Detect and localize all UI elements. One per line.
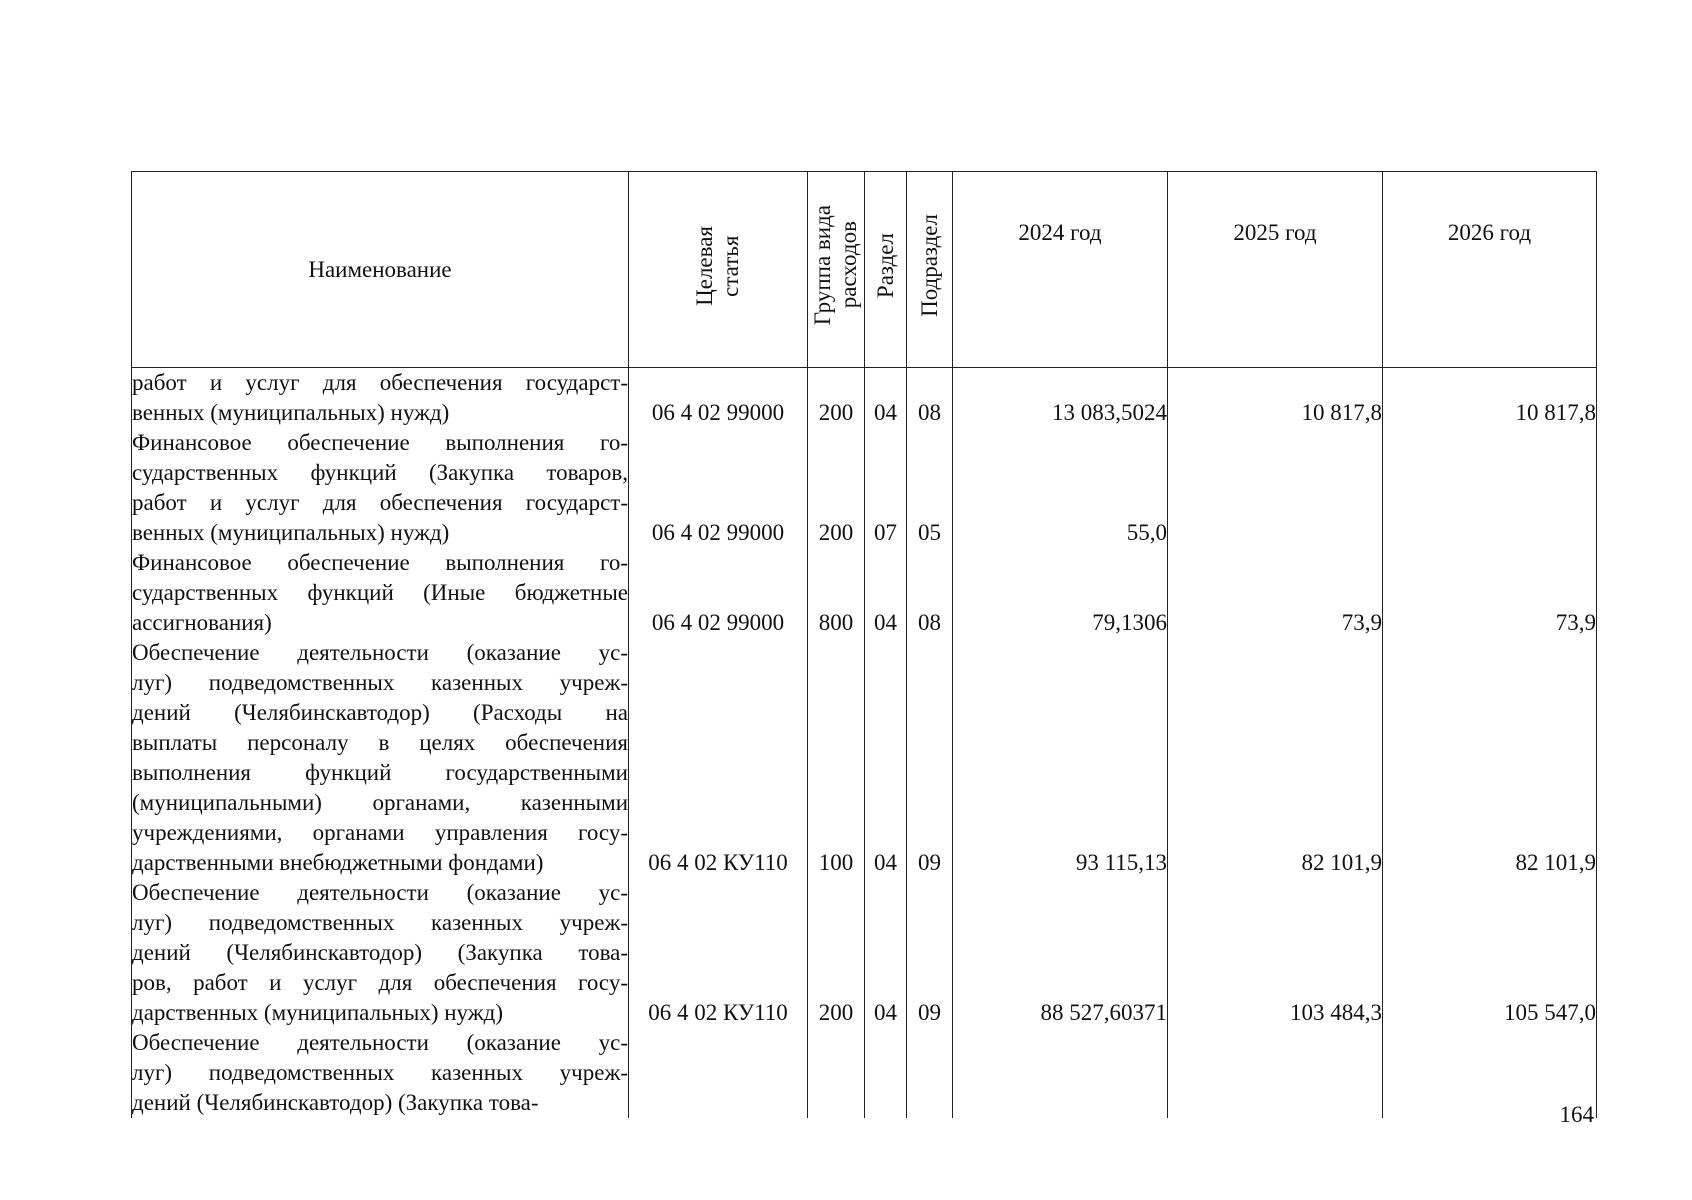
row-expense-group: 100 bbox=[808, 638, 865, 878]
table-body bbox=[132, 368, 1597, 1119]
row-name-line: ров, работ и услуг для обеспечения госу- bbox=[132, 970, 628, 995]
row-name-line: луг) подведомственных казенных учреж- bbox=[132, 910, 628, 935]
row-section: 07 bbox=[865, 428, 907, 548]
row-name bbox=[132, 368, 629, 429]
header-2025: 2025 год bbox=[1168, 172, 1383, 368]
row-name-line: луг) подведомственных казенных учреж- bbox=[132, 1060, 628, 1085]
row-name-line: работ и услуг для обеспечения государст- bbox=[132, 370, 628, 395]
row-subsection: 08 bbox=[907, 368, 953, 429]
header-row bbox=[132, 172, 1597, 368]
row-target-article: 06 4 02 КУ110 bbox=[629, 878, 808, 1028]
row-amount-2026: 10 817,8 bbox=[1383, 368, 1597, 429]
row-amount-2024: 93 115,13 bbox=[953, 638, 1168, 878]
row-name-line: сударственных функций (Иные бюджетные bbox=[132, 580, 628, 605]
row-amount-2025: 82 101,9 bbox=[1168, 638, 1383, 878]
row-name-line: (муниципальными) органами, казенными bbox=[132, 790, 628, 815]
row-amount-2026: 105 547,0 bbox=[1383, 878, 1597, 1028]
table-row bbox=[132, 878, 1597, 1028]
header-2024: 2024 год bbox=[953, 172, 1168, 368]
row-section: 04 bbox=[865, 368, 907, 429]
row-name-line: дений (Челябинскавтодор) (Расходы на bbox=[132, 700, 628, 725]
row-name-line: сударственных функций (Закупка товаров, bbox=[132, 460, 628, 485]
row-name-line: Финансовое обеспечение выполнения го- bbox=[132, 550, 628, 575]
header-name: Наименование bbox=[132, 172, 629, 368]
row-name-line: дений (Челябинскавтодор) (Закупка това- bbox=[132, 940, 628, 965]
row-expense-group bbox=[808, 1028, 865, 1118]
row-amount-2026: 82 101,9 bbox=[1383, 638, 1597, 878]
row-name bbox=[132, 1028, 629, 1118]
row-amount-2024 bbox=[953, 1028, 1168, 1118]
row-name-line: Обеспечение деятельности (оказание ус- bbox=[132, 1030, 628, 1055]
row-name-line: Обеспечение деятельности (оказание ус- bbox=[132, 640, 628, 665]
row-name-line: Обеспечение деятельности (оказание ус- bbox=[132, 880, 628, 905]
row-name-line: луг) подведомственных казенных учреж- bbox=[132, 670, 628, 695]
row-name-line: дений (Челябинскавтодор) (Закупка това- bbox=[132, 1090, 539, 1115]
row-name-line: дарственных (муниципальных) нужд) bbox=[132, 1000, 503, 1025]
row-name-line: венных (муниципальных) нужд) bbox=[132, 400, 450, 425]
row-expense-group: 800 bbox=[808, 548, 865, 638]
row-amount-2024: 55,0 bbox=[953, 428, 1168, 548]
row-name-line: работ и услуг для обеспечения государст- bbox=[132, 490, 628, 515]
page-number: 164 bbox=[1559, 1102, 1594, 1127]
table-row bbox=[132, 548, 1597, 638]
header-2026: 2026 год bbox=[1383, 172, 1597, 368]
row-amount-2026 bbox=[1383, 428, 1597, 548]
row-name bbox=[132, 548, 629, 638]
row-section: 04 bbox=[865, 548, 907, 638]
row-name bbox=[132, 878, 629, 1028]
row-target-article: 06 4 02 КУ110 bbox=[629, 638, 808, 878]
row-name bbox=[132, 638, 629, 878]
row-name-line: венных (муниципальных) нужд) bbox=[132, 520, 450, 545]
row-subsection bbox=[907, 1028, 953, 1118]
row-target-article: 06 4 02 99000 bbox=[629, 368, 808, 429]
row-subsection: 09 bbox=[907, 638, 953, 878]
row-amount-2024: 79,1306 bbox=[953, 548, 1168, 638]
row-name bbox=[132, 428, 629, 548]
header-expense-group: Группа вида расходов bbox=[808, 172, 865, 368]
row-amount-2024: 88 527,60371 bbox=[953, 878, 1168, 1028]
row-target-article: 06 4 02 99000 bbox=[629, 428, 808, 548]
row-target-article bbox=[629, 1028, 808, 1118]
header-subsection: Подраздел bbox=[907, 172, 953, 368]
row-name-line: учреждениями, органами управления госу- bbox=[132, 820, 628, 845]
row-section: 04 bbox=[865, 638, 907, 878]
table-row bbox=[132, 1028, 1597, 1118]
table-row bbox=[132, 428, 1597, 548]
header-target-article: Целевая статья bbox=[629, 172, 808, 368]
row-amount-2025: 73,9 bbox=[1168, 548, 1383, 638]
row-section bbox=[865, 1028, 907, 1118]
row-name-line: выполнения функций государственными bbox=[132, 760, 628, 785]
row-section: 04 bbox=[865, 878, 907, 1028]
row-amount-2025 bbox=[1168, 428, 1383, 548]
row-amount-2025: 103 484,3 bbox=[1168, 878, 1383, 1028]
row-amount-2024: 13 083,5024 bbox=[953, 368, 1168, 429]
row-subsection: 09 bbox=[907, 878, 953, 1028]
row-subsection: 05 bbox=[907, 428, 953, 548]
row-target-article: 06 4 02 99000 bbox=[629, 548, 808, 638]
table-row bbox=[132, 368, 1597, 429]
row-subsection: 08 bbox=[907, 548, 953, 638]
row-name-line: Финансовое обеспечение выполнения го- bbox=[132, 430, 628, 455]
row-name-line: выплаты персоналу в целях обеспечения bbox=[132, 730, 628, 755]
row-amount-2026: 73,9 bbox=[1383, 548, 1597, 638]
row-name-line: ассигнования) bbox=[132, 610, 272, 635]
header-section: Раздел bbox=[865, 172, 907, 368]
row-expense-group: 200 bbox=[808, 878, 865, 1028]
row-expense-group: 200 bbox=[808, 368, 865, 429]
row-name-line: дарственными внебюджетными фондами) bbox=[132, 850, 544, 875]
table-row bbox=[132, 638, 1597, 878]
row-expense-group: 200 bbox=[808, 428, 865, 548]
budget-table bbox=[131, 171, 1597, 1118]
row-amount-2025 bbox=[1168, 1028, 1383, 1118]
row-amount-2025: 10 817,8 bbox=[1168, 368, 1383, 429]
